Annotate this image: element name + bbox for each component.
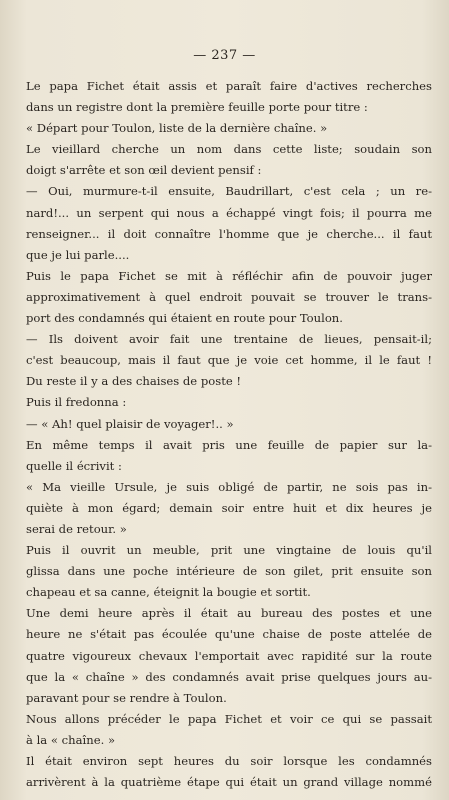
text-line: « Ma vieille Ursule, je suis obligé de partir, ne sois pas in-	[26, 479, 432, 494]
text-line: renseigner... il doit connaître l'homme que je cherche... il faut	[26, 226, 432, 241]
text-line: dans un registre dont la première feuille porte pour titre :	[26, 100, 368, 115]
text-line: serai de retour. »	[26, 521, 127, 536]
text-line: Puis il fredonna :	[26, 395, 127, 410]
text-line: paravant pour se rendre à Toulon.	[26, 690, 227, 705]
text-line: à la « chaîne. »	[26, 732, 116, 747]
text-line: — « Ah! quel plaisir de voyager!.. »	[26, 416, 234, 431]
text-line: arrivèrent à la quatrième étape qui était un grand village nommé	[26, 775, 432, 790]
text-line: Nous allons précéder le papa Fichet et voir ce qui se passait	[26, 711, 432, 726]
page-number: — 237 —	[193, 48, 256, 63]
text-line: approximativement à quel endroit pouvait se trouver le trans-	[26, 289, 432, 304]
text-line: Une demi heure après il était au bureau des postes et une	[26, 606, 432, 621]
text-line: Le papa Fichet était assis et paraît faire d'actives recherches	[26, 79, 432, 93]
text-line: En même temps il avait pris une feuille de papier sur la-	[26, 437, 432, 452]
text-line: port des condamnés qui étaient en route pour Toulon.	[26, 311, 343, 326]
text-line: heure ne s'était pas écoulée qu'une chaise de poste attelée de	[26, 627, 432, 642]
text-line: Il était environ sept heures du soir lorsque les condamnés	[26, 754, 432, 768]
body-text	[26, 76, 432, 793]
text-line: que la « chaîne » des condamnés avait prise quelques jours au-	[26, 669, 432, 684]
text-line: « Départ pour Toulon, liste de la dernière chaîne. »	[26, 121, 328, 136]
text-line: Du reste il y a des chaises de poste !	[26, 374, 242, 389]
text-line: nard!... un serpent qui nous a échappé vingt fois; il pourra me	[26, 205, 432, 220]
text-line: Le vieillard cherche un nom dans cette liste; soudain son	[26, 142, 432, 157]
text-line: Puis il ouvrit un meuble, prit une vingtaine de louis qu'il	[26, 543, 432, 558]
text-line: — Oui, murmure-t-il ensuite, Baudrillart, c'est cela ; un re-	[26, 184, 432, 199]
text-line: chapeau et sa canne, éteignit la bougie et sortit.	[26, 585, 311, 600]
text-line: glissa dans une poche intérieure de son gilet, prit ensuite son	[26, 564, 432, 579]
text-line: quelle il écrivit :	[26, 458, 122, 473]
text-line: quatre vigoureux chevaux l'emportait avec rapidité sur la route	[26, 648, 432, 663]
text-line: doigt s'arrête et son œil devient pensif :	[26, 163, 262, 178]
text-line: que je lui parle....	[26, 247, 130, 262]
text-line: — Ils doivent avoir fait une trentaine de lieues, pensait-il;	[26, 332, 432, 347]
text-line: Puis le papa Fichet se mit à réfléchir afin de pouvoir juger	[26, 268, 432, 283]
text-line: c'est beaucoup, mais il faut que je voie cet homme, il le faut !	[26, 353, 432, 368]
text-line: quiète à mon égard; demain soir entre huit et dix heures je	[26, 500, 432, 515]
